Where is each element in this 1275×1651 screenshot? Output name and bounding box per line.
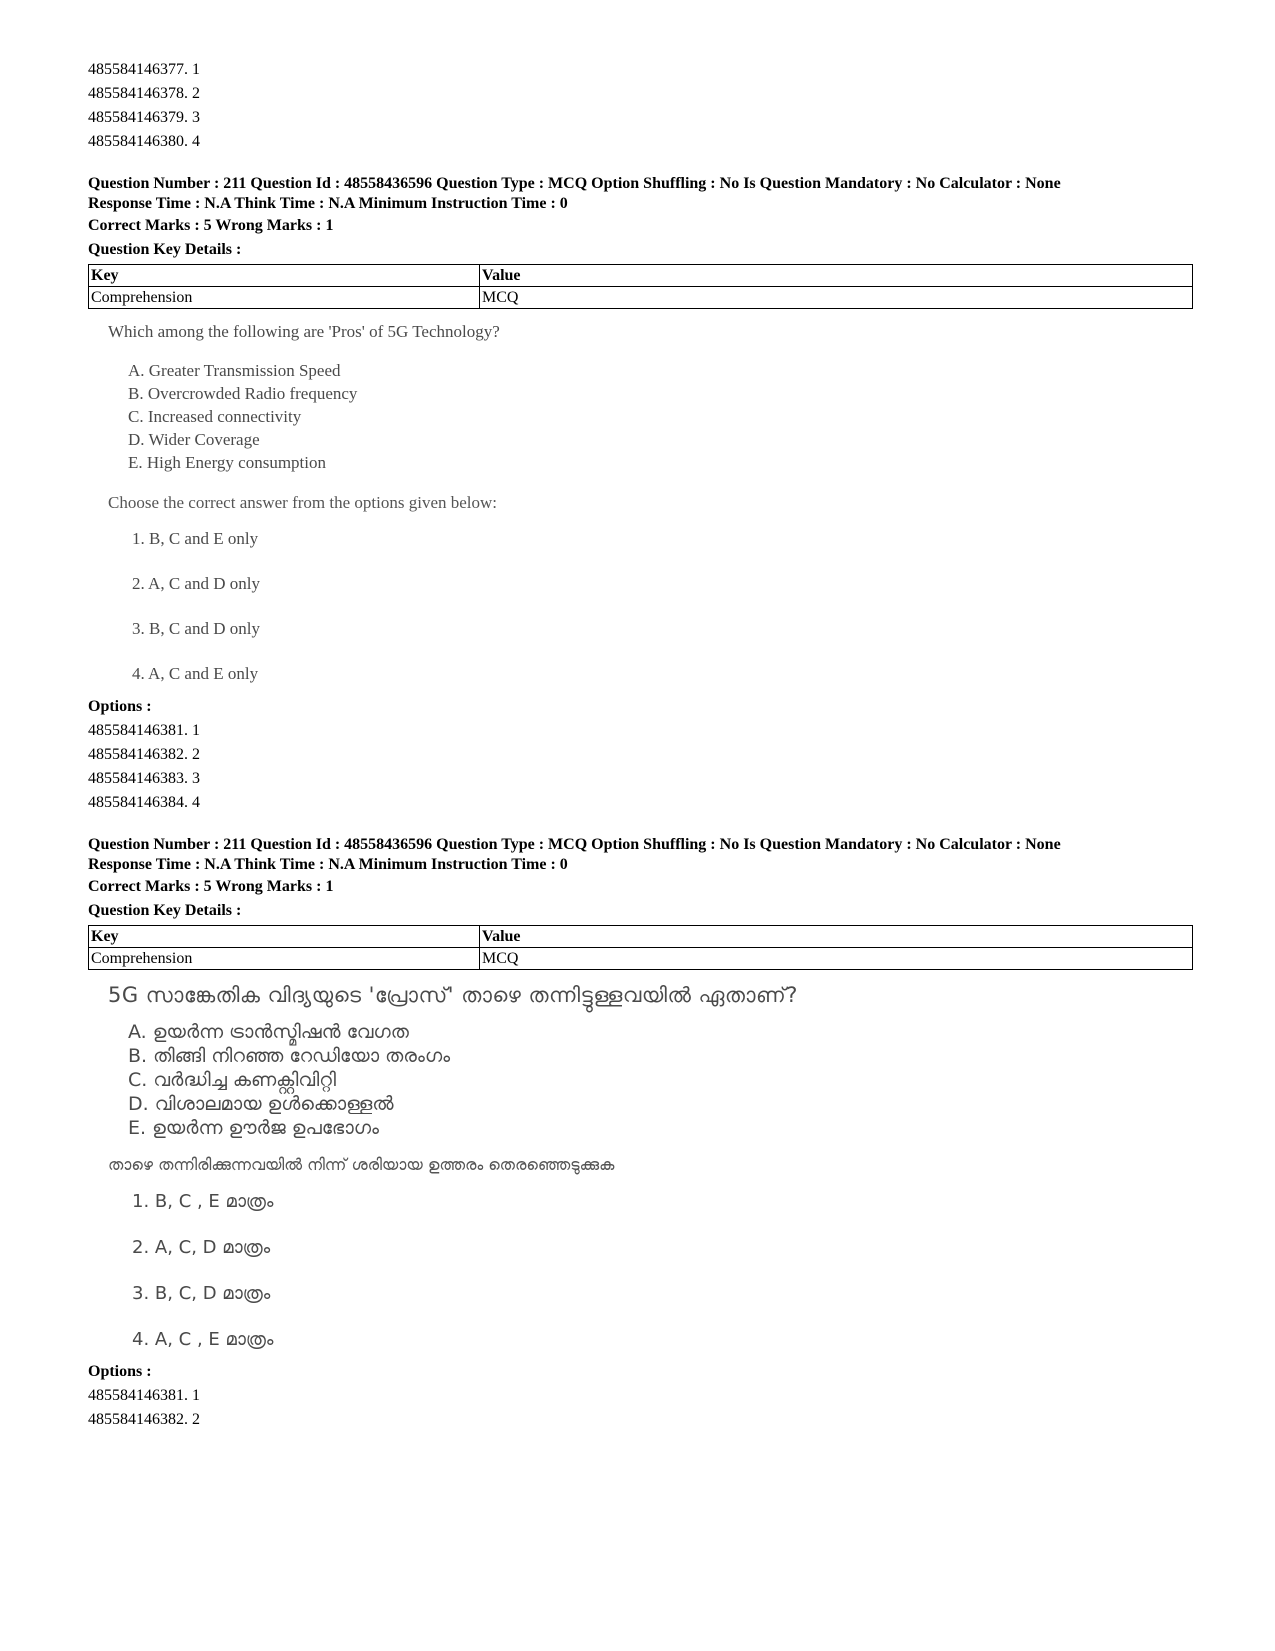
statement-item: B. തിങ്ങി നിറഞ്ഞ റേഡിയോ തരംഗം	[128, 1045, 451, 1067]
table-header-row	[89, 926, 1193, 948]
table-header-key: Key	[89, 926, 480, 948]
table-cell-key: Comprehension	[89, 948, 480, 970]
option-id-line: 485584146379. 3	[88, 109, 200, 126]
statement-item: C. വർദ്ധിച്ച കണക്റ്റിവിറ്റി	[128, 1069, 337, 1091]
table-cell-value: MCQ	[480, 287, 1193, 309]
question-stem: 5G സാങ്കേതിക വിദ്യയുടെ 'പ്രോസ്' താഴെ തന്നിട്ടുള്ളവയിൽ ഏതാണ്?	[108, 983, 798, 1007]
statement-item: E. ഉയർന്ന ഊർജ ഉപഭോഗം	[128, 1117, 379, 1139]
question-instruction: Choose the correct answer from the options given below:	[108, 493, 498, 512]
option-id-line: 485584146382. 2	[88, 1411, 200, 1428]
table-header-row	[89, 265, 1193, 287]
question-block-malayalam	[88, 835, 1188, 1432]
choice-item: 2. A, C and D only	[132, 574, 260, 593]
previous-options-list	[88, 58, 1188, 154]
statement-item: D. വിശാലമായ ഉൾക്കൊള്ളൽ	[128, 1093, 394, 1115]
key-details-label: Question Key Details :	[88, 241, 242, 258]
key-value-table	[88, 264, 1193, 309]
option-id-line: 485584146378. 2	[88, 85, 200, 102]
question-meta-line1: Question Number : 211 Question Id : 48558436596 Question Type : MCQ Option Shuffling : No Is Question Mandatory : No Calculator : None	[88, 836, 1061, 853]
table-header-value: Value	[480, 926, 1193, 948]
choice-item: 4. A, C , E മാത്രം	[132, 1329, 274, 1350]
key-details-label: Question Key Details :	[88, 902, 242, 919]
question-meta-line2: Response Time : N.A Think Time : N.A Minimum Instruction Time : 0	[88, 856, 568, 873]
table-row	[89, 287, 1193, 309]
choice-item: 1. B, C and E only	[132, 529, 259, 548]
statement-item: C. Increased connectivity	[128, 407, 302, 426]
question-image	[108, 982, 1188, 1352]
question-instruction: താഴെ തന്നിരിക്കുന്നവയിൽ നിന്ന് ശരിയായ ഉത്തരം തെരഞ്ഞെടുക്കുക	[108, 1155, 615, 1174]
option-id-line: 485584146381. 1	[88, 1387, 200, 1404]
table-cell-key: Comprehension	[89, 287, 480, 309]
statement-item: E. High Energy consumption	[128, 453, 326, 472]
choice-item: 2. A, C, D മാത്രം	[132, 1237, 271, 1258]
choice-list	[132, 528, 1188, 685]
choice-item: 3. B, C, D മാത്രം	[132, 1283, 271, 1304]
question-meta-line2: Response Time : N.A Think Time : N.A Minimum Instruction Time : 0	[88, 195, 568, 212]
table-cell-value: MCQ	[480, 948, 1193, 970]
option-id-line: 485584146382. 2	[88, 746, 200, 763]
choice-list	[132, 1190, 1188, 1352]
marks-line: Correct Marks : 5 Wrong Marks : 1	[88, 878, 334, 895]
options-label: Options :	[88, 1363, 152, 1380]
choice-item: 4. A, C and E only	[132, 664, 259, 683]
options-label: Options :	[88, 698, 152, 715]
table-row	[89, 948, 1193, 970]
statement-item: B. Overcrowded Radio frequency	[128, 384, 358, 403]
option-id-line: 485584146380. 4	[88, 133, 200, 150]
question-block-english	[88, 174, 1188, 815]
option-id-line: 485584146377. 1	[88, 61, 200, 78]
statement-item: D. Wider Coverage	[128, 430, 260, 449]
table-header-value: Value	[480, 265, 1193, 287]
option-id-line: 485584146383. 3	[88, 770, 200, 787]
marks-line: Correct Marks : 5 Wrong Marks : 1	[88, 217, 334, 234]
key-value-table	[88, 925, 1193, 970]
option-id-line: 485584146381. 1	[88, 722, 200, 739]
table-header-key: Key	[89, 265, 480, 287]
choice-item: 3. B, C and D only	[132, 619, 260, 638]
statement-item: A. ഉയർന്ന ട്രാൻസ്മിഷൻ വേഗത	[128, 1021, 409, 1043]
question-stem: Which among the following are 'Pros' of 5G Technology?	[108, 322, 500, 341]
document-page	[88, 58, 1188, 1432]
statement-item: A. Greater Transmission Speed	[128, 361, 341, 380]
statement-list	[128, 359, 1188, 474]
question-meta-line1: Question Number : 211 Question Id : 48558436596 Question Type : MCQ Option Shuffling : No Is Question Mandatory : No Calculator : None	[88, 175, 1061, 192]
option-id-line: 485584146384. 4	[88, 794, 200, 811]
statement-list	[128, 1020, 1188, 1140]
choice-item: 1. B, C , E മാത്രം	[132, 1191, 274, 1212]
question-image	[108, 321, 1188, 685]
